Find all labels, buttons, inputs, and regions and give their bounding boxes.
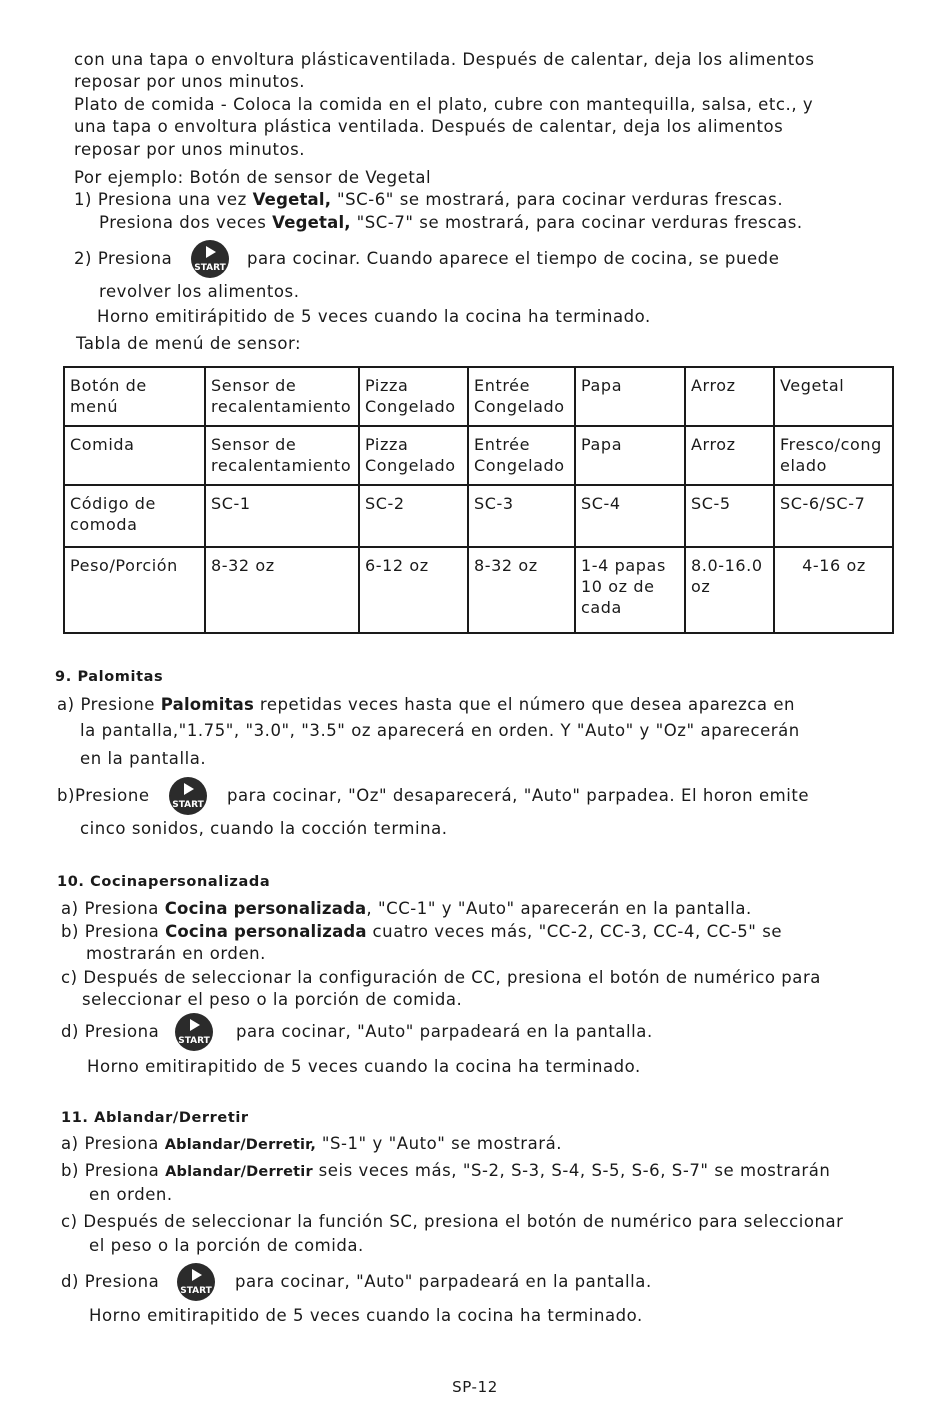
section-9-b-post: para cocinar, "Oz" desaparecerá, "Auto" parpadea. El horon emite bbox=[227, 786, 810, 805]
section-10-title: 10. Cocinapersonalizada bbox=[57, 874, 271, 890]
table-cell: Sensor de recalentamiento bbox=[205, 367, 359, 426]
page-number: SP-12 bbox=[452, 1378, 498, 1396]
table-row bbox=[64, 367, 893, 426]
table-cell: 4-16 oz bbox=[774, 547, 893, 633]
intro-line-4: una tapa o envoltura plástica ventilada. Después de calentar, deja los alimentos bbox=[74, 117, 784, 136]
table-cell: Sensor de recalentamiento bbox=[205, 426, 359, 485]
section-11-d-line-2: Horno emitirapitido de 5 veces cuando la cocina ha terminado. bbox=[89, 1306, 643, 1325]
sensor-menu-table bbox=[63, 366, 894, 634]
section-11-d-pre: d) Presiona bbox=[61, 1272, 160, 1291]
table-cell: Peso/Porción bbox=[64, 547, 205, 633]
section-10-d-pre: d) Presiona bbox=[61, 1022, 160, 1041]
table-cell: SC-6/SC-7 bbox=[774, 485, 893, 547]
section-10-b: b) Presiona Cocina personalizada cuatro veces más, "CC-2, CC-3, CC-4, CC-5" se bbox=[61, 922, 783, 941]
start-button-icon bbox=[176, 1262, 216, 1302]
intro-line-3: Plato de comida - Coloca la comida en el plato, cubre con mantequilla, salsa, etc., y bbox=[74, 95, 814, 114]
section-10-c-line-2: seleccionar el peso o la porción de comida. bbox=[82, 990, 463, 1009]
table-cell: Fresco/cong elado bbox=[774, 426, 893, 485]
section-11-b-line-2: en orden. bbox=[89, 1185, 173, 1204]
table-cell: 8.0-16.0 oz bbox=[685, 547, 774, 633]
intro-line-5: reposar por unos minutos. bbox=[74, 140, 306, 159]
section-9-a: a) Presione Palomitas repetidas veces hasta que el número que desea aparezca en bbox=[57, 695, 796, 714]
section-9-b-pre: b)Presione bbox=[57, 786, 150, 805]
table-cell: SC-3 bbox=[468, 485, 575, 547]
table-cell: Pizza Congelado bbox=[359, 367, 468, 426]
section-10-b-line-2: mostrarán en orden. bbox=[86, 944, 266, 963]
svg-text:START: START bbox=[172, 800, 204, 810]
table-row bbox=[64, 485, 893, 547]
step-2-line-3: Horno emitirápitido de 5 veces cuando la cocina ha terminado. bbox=[97, 307, 651, 326]
section-10-d-line-2: Horno emitirapitido de 5 veces cuando la cocina ha terminado. bbox=[87, 1057, 641, 1076]
section-9-title: 9. Palomitas bbox=[55, 669, 164, 685]
section-11-title: 11. Ablandar/Derretir bbox=[61, 1110, 249, 1126]
start-button-icon bbox=[168, 776, 208, 816]
table-row bbox=[64, 426, 893, 485]
section-11-d-post: para cocinar, "Auto" parpadeará en la pantalla. bbox=[235, 1272, 652, 1291]
table-cell: Papa bbox=[575, 426, 685, 485]
section-10-d-post: para cocinar, "Auto" parpadeará en la pantalla. bbox=[236, 1022, 653, 1041]
svg-text:START: START bbox=[194, 263, 226, 273]
section-11-c-line-2: el peso o la porción de comida. bbox=[89, 1236, 364, 1255]
table-cell: 1-4 papas 10 oz de cada bbox=[575, 547, 685, 633]
start-button-icon bbox=[174, 1012, 214, 1052]
section-9-a-line-3: en la pantalla. bbox=[80, 749, 207, 768]
step-1b: Presiona dos veces Vegetal, "SC-7" se mostrará, para cocinar verduras frescas. bbox=[99, 213, 803, 232]
table-cell: 8-32 oz bbox=[468, 547, 575, 633]
table-cell: SC-4 bbox=[575, 485, 685, 547]
step-2-pre: 2) Presiona bbox=[74, 249, 173, 268]
table-cell: 8-32 oz bbox=[205, 547, 359, 633]
section-11-a: a) Presiona Ablandar/Derretir, "S-1" y "Auto" se mostrará. bbox=[61, 1134, 563, 1153]
table-cell: SC-2 bbox=[359, 485, 468, 547]
section-10-a: a) Presiona Cocina personalizada, "CC-1" y "Auto" aparecerán en la pantalla. bbox=[61, 899, 752, 918]
section-11-b: b) Presiona Ablandar/Derretir seis veces más, "S-2, S-3, S-4, S-5, S-6, S-7" se mostrarán bbox=[61, 1161, 831, 1180]
table-cell: Código de comoda bbox=[64, 485, 205, 547]
step-2-post: para cocinar. Cuando aparece el tiempo de cocina, se puede bbox=[247, 249, 780, 268]
table-cell: SC-1 bbox=[205, 485, 359, 547]
table-cell: Comida bbox=[64, 426, 205, 485]
table-caption: Tabla de menú de sensor: bbox=[76, 334, 302, 353]
table-cell: Entrée Congelado bbox=[468, 426, 575, 485]
table-cell: Pizza Congelado bbox=[359, 426, 468, 485]
table-cell: Vegetal bbox=[774, 367, 893, 426]
table-cell: SC-5 bbox=[685, 485, 774, 547]
table-cell: Arroz bbox=[685, 426, 774, 485]
table-cell: Entrée Congelado bbox=[468, 367, 575, 426]
table-cell: Papa bbox=[575, 367, 685, 426]
table-row bbox=[64, 547, 893, 633]
svg-text:START: START bbox=[178, 1036, 210, 1046]
section-9-b-line-2: cinco sonidos, cuando la cocción termina. bbox=[80, 819, 448, 838]
start-button-icon bbox=[190, 239, 230, 279]
section-10-c: c) Después de seleccionar la configuración de CC, presiona el botón de numérico para bbox=[61, 968, 821, 987]
intro-line-2: reposar por unos minutos. bbox=[74, 72, 306, 91]
table-cell: Botón de menú bbox=[64, 367, 205, 426]
section-9-a-line-2: la pantalla,"1.75", "3.0", "3.5" oz aparecerá en orden. Y "Auto" y "Oz" aparecerán bbox=[80, 721, 800, 740]
section-11-c: c) Después de seleccionar la función SC, presiona el botón de numérico para seleccionar bbox=[61, 1212, 844, 1231]
table-cell: 6-12 oz bbox=[359, 547, 468, 633]
svg-text:START: START bbox=[180, 1286, 212, 1296]
step-2-line-2: revolver los alimentos. bbox=[99, 282, 300, 301]
example-heading: Por ejemplo: Botón de sensor de Vegetal bbox=[74, 168, 432, 187]
step-1a: 1) Presiona una vez Vegetal, "SC-6" se mostrará, para cocinar verduras frescas. bbox=[74, 190, 784, 209]
intro-line-1: con una tapa o envoltura plásticaventilada. Después de calentar, deja los alimentos bbox=[74, 50, 815, 69]
table-cell: Arroz bbox=[685, 367, 774, 426]
